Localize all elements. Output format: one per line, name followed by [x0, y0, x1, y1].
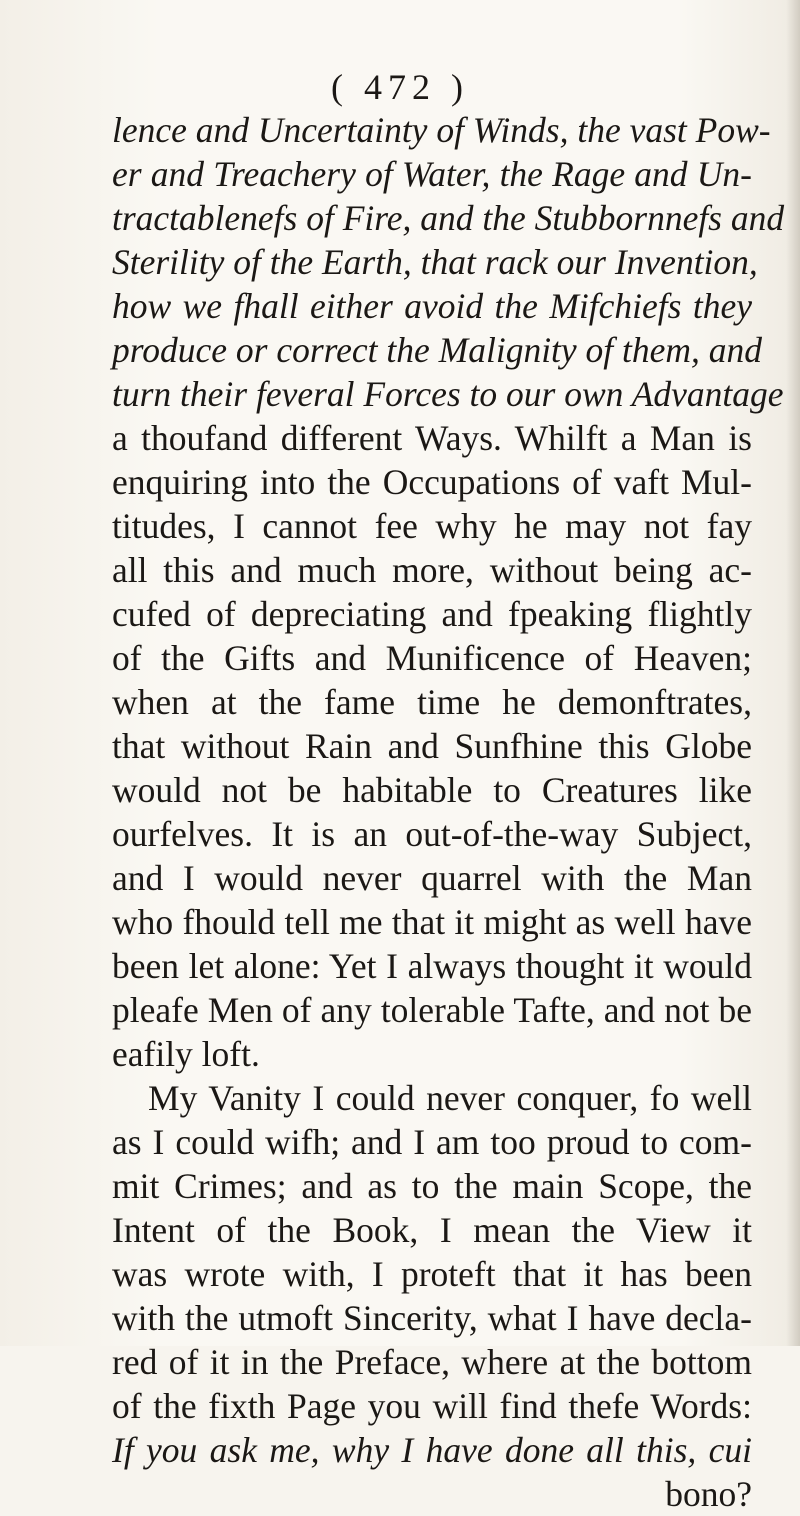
- text-line: of the fixth Page you will find thefe Words:: [112, 1386, 752, 1426]
- text-line: was wrote with, I proteft that it has been: [112, 1254, 752, 1294]
- text-line: turn their feveral Forces to our own Advantage: [112, 374, 784, 414]
- text-line: lence and Uncertainty of Winds, the vast Pow-: [112, 110, 771, 150]
- text-line: produce or correct the Malignity of them, and: [112, 330, 763, 370]
- text-line: tractablenefs of Fire, and the Stubbornnefs and: [112, 198, 785, 238]
- text-line: eafily loft.: [112, 1034, 260, 1074]
- text-line: ourfelves. It is an out-of-the-way Subject,: [112, 814, 752, 854]
- text-line: a thoufand different Ways. Whilft a Man is: [112, 418, 752, 458]
- text-line: er and Treachery of Water, the Rage and Un-: [112, 154, 752, 194]
- text-line: cufed of depreciating and fpeaking flightly: [112, 594, 752, 634]
- text-line: If you ask me, why I have done all this, cui: [112, 1430, 752, 1470]
- text-line: with the utmoft Sincerity, what I have decla-: [112, 1298, 752, 1338]
- text-line: enquiring into the Occupations of vaft Mul-: [112, 462, 752, 502]
- text-line: of the Gifts and Munificence of Heaven;: [112, 638, 752, 678]
- page-number: ( 472 ): [331, 67, 469, 107]
- text-line: who fhould tell me that it might as well have: [112, 902, 752, 942]
- body-text: [112, 108, 785, 1516]
- text-line: mit Crimes; and as to the main Scope, the: [112, 1166, 752, 1206]
- text-line: and I would never quarrel with the Man: [112, 858, 752, 898]
- text-line: when at the fame time he demonftrates,: [112, 682, 752, 722]
- text-line: all this and much more, without being ac-: [112, 550, 752, 590]
- text-line: how we fhall either avoid the Mifchiefs they: [112, 286, 752, 326]
- text-line: been let alone: Yet I always thought it would: [112, 946, 752, 986]
- text-line: that without Rain and Sunfhine this Globe: [112, 726, 752, 766]
- text-line: would not be habitable to Creatures like: [112, 770, 752, 810]
- text-line: as I could wifh; and I am too proud to com-: [112, 1122, 752, 1162]
- text-line: red of it in the Preface, where at the bottom: [112, 1342, 752, 1382]
- text-line: bono?: [665, 1474, 752, 1514]
- page-edge-shadow: [786, 0, 800, 1346]
- text-line: My Vanity I could never conquer, fo well: [148, 1078, 752, 1118]
- text-line: titudes, I cannot fee why he may not fay: [112, 506, 752, 546]
- text-line: pleafe Men of any tolerable Tafte, and not be: [112, 990, 752, 1030]
- text-line: Intent of the Book, I mean the View it: [112, 1210, 752, 1250]
- text-line: Sterility of the Earth, that rack our Invention,: [112, 242, 758, 282]
